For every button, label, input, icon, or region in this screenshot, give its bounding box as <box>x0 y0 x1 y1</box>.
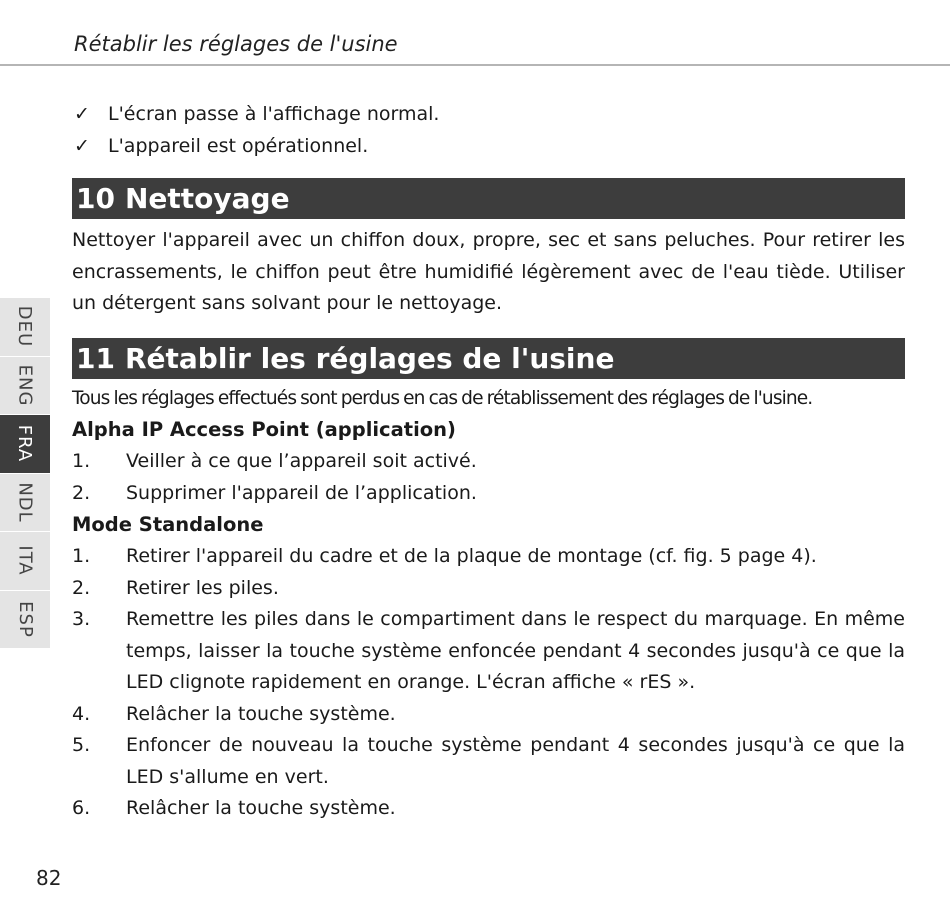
check-list-item: ✓ L'appareil est opérationnel. <box>72 130 905 162</box>
step-item: 5. Enfoncer de nouveau la touche système pendant 4 secondes jusqu'à ce que la LED s'allume en vert. <box>72 734 905 788</box>
check-list-item: ✓ L'écran passe à l'affichage normal. <box>72 98 905 130</box>
language-tab-fra[interactable]: FRA <box>0 415 50 473</box>
step-item: 3. Remettre les piles dans le compartiment dans le respect du marquage. En même temps, laisser la touche système enfoncée pendant 4 secondes jusqu'à ce que la LED clignote rapidement en orange. L'écran affiche « rES ». <box>72 608 905 693</box>
running-header: Rétablir les réglages de l'usine <box>74 32 398 56</box>
reset-intro-paragraph: Tous les réglages effectués sont perdus en cas de rétablissement des réglages de l'usine. <box>72 387 813 409</box>
step-item: 2. Retirer les piles. <box>72 576 279 599</box>
language-tabs <box>0 298 50 649</box>
step-item: 4. Relâcher la touche système. <box>72 702 396 725</box>
subheading-standalone: Mode Standalone <box>72 513 264 536</box>
language-tab-deu[interactable]: DEU <box>0 298 50 356</box>
step-item: 1. Retirer l'appareil du cadre et de la plaque de montage (cf. fig. 5 page 4). <box>72 545 817 567</box>
section-heading-factory-reset: 11 Rétablir les réglages de l'usine <box>72 338 905 379</box>
step-item: 2. Supprimer l'appareil de l’application. <box>72 481 477 504</box>
language-tab-eng[interactable]: ENG <box>0 357 50 415</box>
language-tab-ndl[interactable]: NDL <box>0 474 50 532</box>
language-tab-ita[interactable]: ITA <box>0 532 50 590</box>
page-number: 82 <box>36 866 62 890</box>
page-content <box>72 98 905 825</box>
checkmark-icon: ✓ <box>74 103 90 125</box>
subheading-app: Alpha IP Access Point (application) <box>72 418 456 441</box>
section-heading-nettoyage: 10 Nettoyage <box>72 178 905 219</box>
header-divider <box>0 64 950 66</box>
language-tab-esp[interactable]: ESP <box>0 591 50 649</box>
cleaning-paragraph: Nettoyer l'appareil avec un chiffon doux, propre, sec et sans peluches. Pour retirer les encrassements, le chiffon peut être humidifié légèrement avec de l'eau tiède. Utiliser un détergent sans solvant pour le nettoyage. <box>72 229 905 314</box>
checkmark-icon: ✓ <box>74 135 90 157</box>
step-item: 1. Veiller à ce que l’appareil soit activé. <box>72 450 477 472</box>
step-item: 6. Relâcher la touche système. <box>72 797 396 819</box>
